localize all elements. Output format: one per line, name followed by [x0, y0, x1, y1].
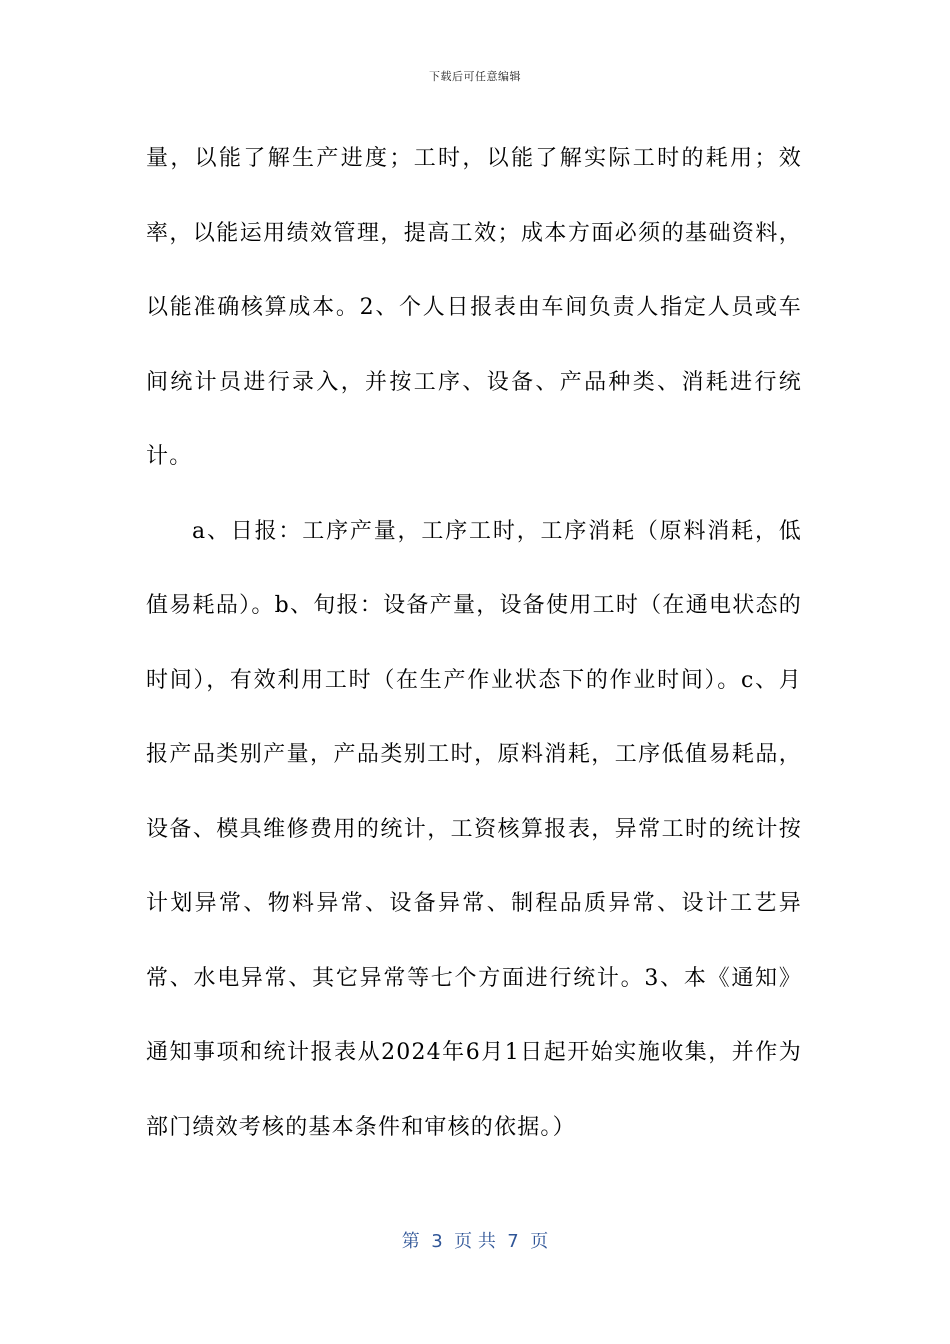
- document-body: [146, 122, 802, 1165]
- paragraph-2: a、日报：工序产量，工序工时，工序消耗（原料消耗，低值易耗品）。b、旬报：设备产量，设备使用工时（在通电状态的时间），有效利用工时（在生产作业状态下的作业时间）。c、月报产品类别产量，产品类别工时，原料消耗，工序低值易耗品，设备、模具维修费用的统计，工资核算报表，异常工时的统计按计划异常、物料异常、设备异常、制程品质异常、设计工艺异常、水电异常、其它异常等七个方面进行统计。3、本《通知》通知事项和统计报表从2024年6月1日起开始实施收集，并作为部门绩效考核的基本条件和审核的依据。）: [146, 518, 802, 1140]
- paragraph-1: 量，以能了解生产进度；工时，以能了解实际工时的耗用；效率，以能运用绩效管理，提高工效；成本方面必须的基础资料，以能准确核算成本。2、个人日报表由车间负责人指定人员或车间统计员进行录入，并按工序、设备、产品种类、消耗进行统计。: [146, 146, 802, 469]
- page-number: 第 3 页 共 7 页: [401, 1231, 549, 1252]
- page-header: 下载后可任意编辑: [429, 70, 521, 83]
